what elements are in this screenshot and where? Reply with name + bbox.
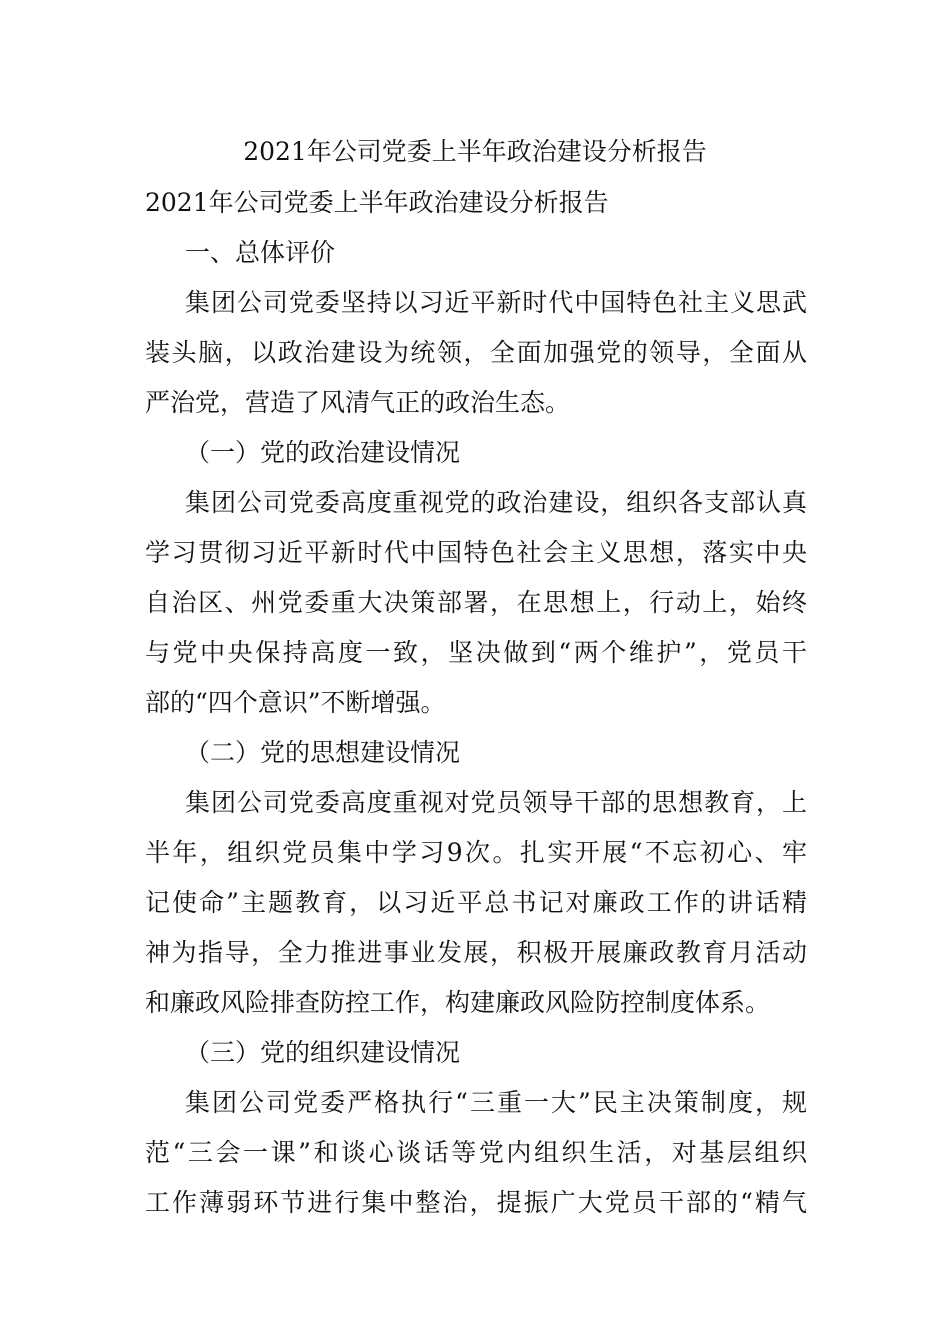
- paragraph-line: 和廉政风险排查防控工作，构建廉政风险防控制度体系。: [145, 988, 771, 1017]
- section-heading: （三）党的组织建设情况: [185, 1038, 461, 1067]
- document-title: 2021年公司党委上半年政治建设分析报告: [243, 137, 707, 166]
- paragraph-line: 部的“四个意识”不断增强。: [145, 688, 446, 717]
- paragraph-line: 严治党，营造了风清气正的政治生态。: [145, 388, 571, 417]
- paragraph-line: 自治区、州党委重大决策部署，在思想上，行动上，始终: [145, 588, 807, 617]
- paragraph-line: 学习贯彻习近平新时代中国特色社会主义思想，落实中央: [145, 538, 807, 567]
- paragraph-line: 集团公司党委高度重视对党员领导干部的思想教育，上: [185, 788, 807, 817]
- paragraph-line: 半年，组织党员集中学习9次。扎实开展“不忘初心、牢: [145, 838, 807, 867]
- paragraph-line: 工作薄弱环节进行集中整治，提振广大党员干部的“精气: [145, 1188, 807, 1217]
- section-heading: 一、总体评价: [185, 238, 336, 267]
- document-subtitle: 2021年公司党委上半年政治建设分析报告: [145, 188, 609, 217]
- paragraph-line: 集团公司党委严格执行“三重一大”民主决策制度，规: [185, 1088, 807, 1117]
- document-body: [145, 178, 807, 1228]
- paragraph-line: 记使命”主题教育，以习近平总书记对廉政工作的讲话精: [145, 888, 807, 917]
- section-heading: （一）党的政治建设情况: [185, 438, 461, 467]
- section-heading: （二）党的思想建设情况: [185, 738, 461, 767]
- paragraph-line: 神为指导，全力推进事业发展，积极开展廉政教育月活动: [145, 938, 807, 967]
- paragraph-line: 范“三会一课”和谈心谈话等党内组织生活，对基层组织: [145, 1138, 807, 1167]
- paragraph-line: 装头脑，以政治建设为统领，全面加强党的领导，全面从: [145, 338, 807, 367]
- paragraph-line: 集团公司党委高度重视党的政治建设，组织各支部认真: [185, 488, 807, 517]
- paragraph-line: 与党中央保持高度一致，坚决做到“两个维护”，党员干: [145, 638, 807, 667]
- paragraph-line: 集团公司党委坚持以习近平新时代中国特色社主义思武: [185, 288, 807, 317]
